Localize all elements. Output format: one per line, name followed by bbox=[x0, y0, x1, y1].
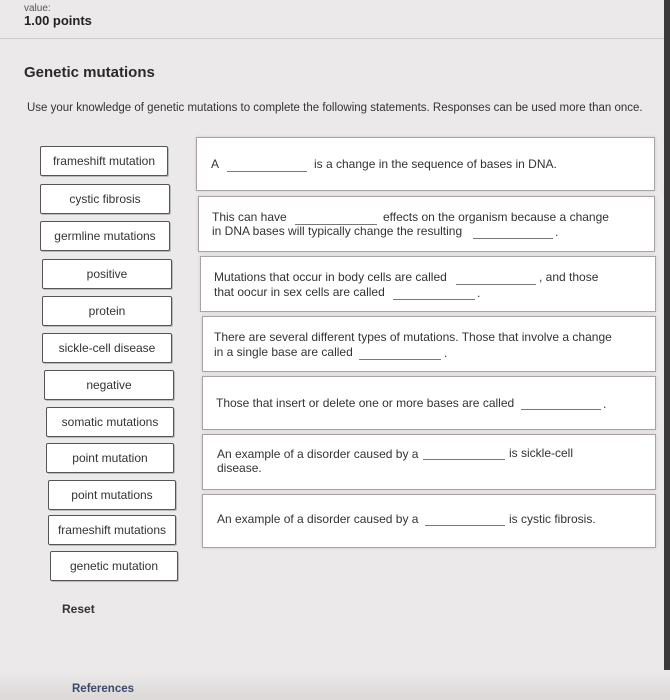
instructions-text: Use your knowledge of genetic mutations to complete the following statements. Responses can be used more than once. bbox=[27, 102, 643, 114]
tile-genetic-mutation[interactable]: genetic mutation bbox=[50, 551, 178, 581]
tile-point-mutation[interactable]: point mutation bbox=[46, 443, 174, 473]
tile-protein[interactable]: protein bbox=[42, 296, 172, 326]
statement-3-text-d: . bbox=[477, 286, 481, 300]
statement-6-text-c: disease. bbox=[217, 461, 262, 475]
tile-negative[interactable]: negative bbox=[44, 370, 174, 400]
tile-point-mutations[interactable]: point mutations bbox=[48, 480, 176, 510]
statement-3-blank-1[interactable] bbox=[456, 284, 536, 285]
statement-4-blank[interactable] bbox=[359, 359, 441, 360]
statement-2-text-d: . bbox=[555, 225, 559, 239]
statement-5-blank[interactable] bbox=[521, 409, 601, 410]
statement-4-text-c: . bbox=[444, 346, 448, 360]
statement-card-7 bbox=[202, 494, 656, 548]
points-value: 1.00 points bbox=[24, 13, 92, 28]
references-link[interactable]: References bbox=[72, 683, 135, 695]
statement-card-4 bbox=[202, 316, 656, 372]
statement-6-text-a: An example of a disorder caused by a bbox=[217, 447, 419, 461]
statement-5-text-a: Those that insert or delete one or more bases are called bbox=[216, 396, 515, 410]
statement-5-text-b: . bbox=[603, 397, 607, 411]
statement-3-blank-2[interactable] bbox=[393, 299, 475, 300]
statement-3-text-b: , and those bbox=[539, 270, 599, 284]
window-edge bbox=[664, 0, 670, 700]
value-label: value: bbox=[24, 3, 51, 14]
statement-card-2 bbox=[198, 196, 655, 252]
statement-card-6 bbox=[202, 434, 656, 490]
statement-3-text-a: Mutations that occur in body cells are called bbox=[214, 270, 447, 284]
statement-card-5 bbox=[202, 376, 656, 430]
divider bbox=[0, 38, 664, 39]
statement-4-text-b: in a single base are called bbox=[214, 345, 353, 359]
statement-card-1 bbox=[196, 137, 655, 191]
statement-2-text-c: in DNA bases will typically change the resulting bbox=[212, 224, 463, 238]
statement-6-text-b: is sickle-cell bbox=[509, 446, 574, 460]
statement-2-text-b: effects on the organism because a change bbox=[383, 210, 609, 224]
tile-positive[interactable]: positive bbox=[42, 259, 172, 289]
statement-1-text-b: is a change in the sequence of bases in DNA. bbox=[314, 157, 557, 171]
statement-7-blank[interactable] bbox=[425, 525, 505, 526]
tile-sickle-cell-disease[interactable]: sickle-cell disease bbox=[42, 333, 172, 363]
reset-button[interactable]: Reset bbox=[62, 602, 95, 616]
question-title: Genetic mutations bbox=[24, 64, 155, 81]
statement-4-text-a: There are several different types of mutations. Those that involve a change bbox=[214, 330, 612, 344]
statement-card-3 bbox=[200, 256, 656, 312]
statement-1-text-a: A bbox=[211, 157, 220, 171]
tile-germline-mutations[interactable]: germline mutations bbox=[40, 221, 170, 251]
tile-somatic-mutations[interactable]: somatic mutations bbox=[46, 407, 174, 437]
tile-frameshift-mutation[interactable]: frameshift mutation bbox=[40, 146, 168, 176]
statement-2-blank-2[interactable] bbox=[473, 238, 553, 239]
statement-7-text-b: is cystic fibrosis. bbox=[509, 512, 596, 526]
tile-cystic-fibrosis[interactable]: cystic fibrosis bbox=[40, 184, 170, 214]
tile-frameshift-mutations[interactable]: frameshift mutations bbox=[48, 515, 176, 545]
statement-3-text-c: that oocur in sex cells are called bbox=[214, 285, 385, 299]
statement-1-blank[interactable] bbox=[227, 171, 307, 172]
statement-2-text-a: This can have bbox=[212, 210, 287, 224]
statement-7-text-a: An example of a disorder caused by a bbox=[217, 512, 419, 526]
statement-6-blank[interactable] bbox=[423, 459, 505, 460]
